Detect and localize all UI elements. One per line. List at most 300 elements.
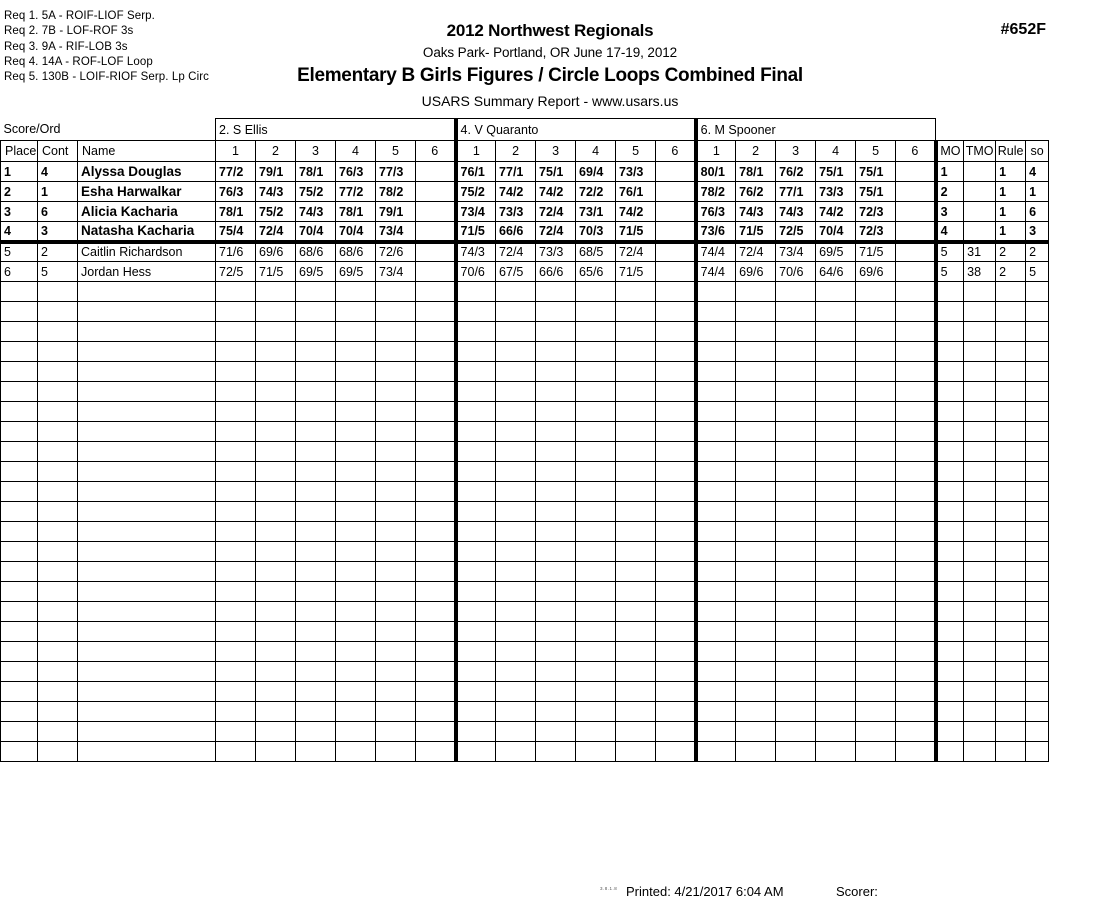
cell-empty (776, 302, 816, 322)
cell-empty (1, 642, 38, 662)
cell-score-judge-3-col-5: 72/3 (856, 202, 896, 222)
cell-empty (736, 602, 776, 622)
cell-empty (996, 482, 1026, 502)
cell-empty (1026, 742, 1049, 762)
cell-empty (936, 662, 964, 682)
cell-empty (336, 522, 376, 542)
table-row-empty (1, 582, 1049, 602)
cell-empty (1, 302, 38, 322)
column-header-judge-3-1: 1 (696, 141, 736, 162)
cell-empty (896, 682, 936, 702)
cell-score-judge-3-col-6 (896, 162, 936, 182)
cell-empty (1, 602, 38, 622)
cell-score-judge-2-col-5: 71/5 (616, 262, 656, 282)
cell-empty (216, 462, 256, 482)
cell-empty (696, 282, 736, 302)
cell-empty (696, 342, 736, 362)
cell-empty (936, 542, 964, 562)
cell-empty (816, 302, 856, 322)
cell-empty (1026, 322, 1049, 342)
column-header-judge-1-4: 4 (336, 141, 376, 162)
cell-empty (816, 662, 856, 682)
cell-empty (296, 682, 336, 702)
cell-empty (1026, 442, 1049, 462)
cell-empty (616, 702, 656, 722)
cell-empty (38, 682, 78, 702)
cell-empty (1026, 422, 1049, 442)
cell-empty (736, 642, 776, 662)
cell-empty (376, 562, 416, 582)
cell-tmo (964, 162, 996, 182)
cell-empty (736, 442, 776, 462)
cell-empty (456, 562, 496, 582)
cell-empty (896, 302, 936, 322)
cell-empty (776, 522, 816, 542)
cell-empty (936, 722, 964, 742)
cell-empty (736, 522, 776, 542)
cell-score-judge-1-col-5: 79/1 (376, 202, 416, 222)
cell-empty (696, 682, 736, 702)
cell-empty (496, 342, 536, 362)
cell-empty (1026, 362, 1049, 382)
cell-empty (996, 702, 1026, 722)
cell-empty (696, 302, 736, 322)
cell-empty (336, 602, 376, 622)
cell-empty (896, 562, 936, 582)
cell-empty (776, 442, 816, 462)
cell-empty (1026, 662, 1049, 682)
cell-empty (496, 662, 536, 682)
cell-empty (536, 602, 576, 622)
cell-empty (736, 422, 776, 442)
cell-empty (616, 622, 656, 642)
cell-empty (496, 702, 536, 722)
requirement-item: Req 2. 7B - LOF-ROF 3s (4, 25, 134, 38)
cell-empty (496, 362, 536, 382)
cell-empty (856, 302, 896, 322)
cell-empty (336, 422, 376, 442)
cell-empty (38, 622, 78, 642)
cell-empty (1026, 282, 1049, 302)
cell-empty (616, 282, 656, 302)
cell-empty (376, 322, 416, 342)
cell-empty (576, 402, 616, 422)
cell-empty (376, 382, 416, 402)
cell-score-judge-2-col-3: 72/4 (536, 222, 576, 242)
cell-empty (896, 482, 936, 502)
cell-empty (856, 522, 896, 542)
cell-empty (416, 722, 456, 742)
cell-empty (38, 722, 78, 742)
cell-empty (856, 562, 896, 582)
cell-empty (856, 422, 896, 442)
cell-empty (816, 562, 856, 582)
cell-score-judge-2-col-1: 73/4 (456, 202, 496, 222)
cell-empty (38, 662, 78, 682)
cell-empty (696, 362, 736, 382)
cell-skater-name: Esha Harwalkar (78, 182, 216, 202)
cell-empty (856, 662, 896, 682)
cell-score-judge-1-col-4: 69/5 (336, 262, 376, 282)
table-row-empty (1, 542, 1049, 562)
cell-empty (256, 522, 296, 542)
cell-empty (996, 642, 1026, 662)
cell-empty (936, 642, 964, 662)
cell-empty (416, 302, 456, 322)
cell-empty (576, 282, 616, 302)
cell-empty (656, 702, 696, 722)
cell-empty (216, 622, 256, 642)
cell-empty (78, 422, 216, 442)
cell-empty (256, 642, 296, 662)
cell-empty (996, 442, 1026, 462)
cell-empty (416, 482, 456, 502)
cell-empty (996, 402, 1026, 422)
cell-empty (296, 542, 336, 562)
cell-empty (856, 382, 896, 402)
cell-empty (38, 742, 78, 762)
cell-empty (996, 382, 1026, 402)
table-row-empty (1, 362, 1049, 382)
cell-empty (78, 502, 216, 522)
cell-empty (78, 442, 216, 462)
cell-empty (1, 322, 38, 342)
cell-empty (936, 582, 964, 602)
cell-score-judge-1-col-3: 69/5 (296, 262, 336, 282)
cell-empty (576, 542, 616, 562)
cell-empty (1, 702, 38, 722)
cell-score-judge-2-col-6 (656, 182, 696, 202)
cell-empty (256, 282, 296, 302)
table-row (1, 262, 1049, 282)
cell-score-judge-2-col-1: 71/5 (456, 222, 496, 242)
cell-empty (456, 602, 496, 622)
cell-score-judge-3-col-2: 71/5 (736, 222, 776, 242)
cell-score-judge-2-col-6 (656, 202, 696, 222)
cell-empty (416, 682, 456, 702)
cell-so: 3 (1026, 222, 1049, 242)
cell-cont: 6 (38, 202, 78, 222)
cell-empty (376, 502, 416, 522)
cell-empty (416, 502, 456, 522)
cell-empty (964, 322, 996, 342)
cell-empty (1, 522, 38, 542)
cell-empty (336, 682, 376, 702)
cell-empty (456, 582, 496, 602)
cell-empty (416, 582, 456, 602)
cell-empty (1026, 602, 1049, 622)
cell-empty (456, 322, 496, 342)
cell-empty (376, 622, 416, 642)
cell-score-judge-3-col-3: 76/2 (776, 162, 816, 182)
cell-empty (78, 722, 216, 742)
cell-empty (256, 362, 296, 382)
cell-empty (536, 422, 576, 442)
band-spacer (936, 119, 1049, 141)
cell-empty (696, 502, 736, 522)
cell-empty (896, 462, 936, 482)
table-row-empty (1, 402, 1049, 422)
cell-empty (456, 682, 496, 702)
cell-empty (936, 422, 964, 442)
cell-empty (696, 722, 736, 742)
cell-empty (816, 382, 856, 402)
cell-empty (856, 722, 896, 742)
column-header-row (1, 141, 1049, 162)
cell-empty (896, 362, 936, 382)
judge-band-label: 4. V Quaranto (456, 119, 696, 141)
cell-empty (78, 742, 216, 762)
cell-empty (536, 282, 576, 302)
cell-empty (296, 322, 336, 342)
cell-empty (416, 702, 456, 722)
cell-empty (856, 622, 896, 642)
cell-empty (736, 502, 776, 522)
cell-empty (456, 282, 496, 302)
cell-empty (616, 302, 656, 322)
cell-empty (376, 702, 416, 722)
cell-empty (536, 582, 576, 602)
cell-score-judge-3-col-3: 70/6 (776, 262, 816, 282)
cell-empty (776, 402, 816, 422)
cell-empty (1, 462, 38, 482)
cell-empty (996, 722, 1026, 742)
cell-empty (616, 542, 656, 562)
cell-skater-name: Natasha Kacharia (78, 222, 216, 242)
cell-empty (964, 442, 996, 462)
cell-empty (456, 742, 496, 762)
cell-empty (616, 402, 656, 422)
cell-score-judge-1-col-2: 74/3 (256, 182, 296, 202)
cell-score-judge-3-col-1: 74/4 (696, 262, 736, 282)
cell-empty (256, 742, 296, 762)
cell-empty (696, 602, 736, 622)
cell-empty (78, 682, 216, 702)
cell-empty (964, 702, 996, 722)
cell-empty (38, 462, 78, 482)
event-name: 2012 Northwest Regionals (446, 21, 654, 40)
cell-mo: 5 (936, 262, 964, 282)
cell-empty (536, 322, 576, 342)
cell-mo: 4 (936, 222, 964, 242)
cell-empty (856, 742, 896, 762)
cell-empty (896, 722, 936, 742)
cell-score-judge-3-col-2: 76/2 (736, 182, 776, 202)
cell-empty (416, 562, 456, 582)
cell-empty (964, 462, 996, 482)
cell-empty (416, 282, 456, 302)
table-row-empty (1, 342, 1049, 362)
cell-empty (256, 662, 296, 682)
column-header-so: so (1026, 141, 1049, 162)
cell-empty (296, 502, 336, 522)
cell-empty (336, 742, 376, 762)
cell-score-judge-3-col-6 (896, 202, 936, 222)
cell-score-judge-3-col-5: 71/5 (856, 242, 896, 262)
cell-empty (656, 622, 696, 642)
cell-score-judge-2-col-5: 71/5 (616, 222, 656, 242)
cell-empty (78, 362, 216, 382)
cell-empty (78, 342, 216, 362)
cell-score-judge-1-col-2: 79/1 (256, 162, 296, 182)
cell-empty (776, 282, 816, 302)
cell-empty (536, 662, 576, 682)
cell-empty (536, 722, 576, 742)
version-stamp: 3.8.1.8 (600, 886, 618, 891)
results-table (0, 118, 1049, 762)
cell-empty (696, 542, 736, 562)
judge-band-label: 2. S Ellis (216, 119, 456, 141)
cell-empty (816, 742, 856, 762)
cell-empty (416, 622, 456, 642)
judge-band-label: 6. M Spooner (696, 119, 936, 141)
cell-empty (456, 402, 496, 422)
cell-place: 5 (1, 242, 38, 262)
cell-empty (38, 382, 78, 402)
cell-empty (496, 422, 536, 442)
cell-empty (576, 602, 616, 622)
cell-empty (38, 702, 78, 722)
cell-score-judge-1-col-4: 78/1 (336, 202, 376, 222)
cell-empty (696, 422, 736, 442)
cell-empty (996, 622, 1026, 642)
cell-empty (736, 362, 776, 382)
cell-empty (496, 562, 536, 582)
cell-empty (456, 442, 496, 462)
column-header-place: Place (1, 141, 38, 162)
cell-cont: 2 (38, 242, 78, 262)
cell-score-judge-3-col-6 (896, 222, 936, 242)
cell-so: 4 (1026, 162, 1049, 182)
cell-empty (576, 342, 616, 362)
cell-empty (336, 342, 376, 362)
cell-empty (964, 282, 996, 302)
cell-empty (456, 522, 496, 542)
cell-empty (1, 662, 38, 682)
cell-empty (456, 702, 496, 722)
cell-score-judge-1-col-6 (416, 162, 456, 182)
cell-empty (736, 582, 776, 602)
cell-empty (576, 682, 616, 702)
cell-empty (656, 282, 696, 302)
cell-empty (78, 302, 216, 322)
cell-empty (576, 322, 616, 342)
cell-empty (376, 522, 416, 542)
cell-empty (78, 562, 216, 582)
cell-empty (496, 642, 536, 662)
cell-empty (996, 502, 1026, 522)
cell-empty (776, 482, 816, 502)
cell-empty (216, 542, 256, 562)
cell-empty (216, 402, 256, 422)
cell-empty (896, 282, 936, 302)
cell-empty (816, 342, 856, 362)
cell-empty (296, 622, 336, 642)
cell-empty (736, 702, 776, 722)
cell-empty (456, 462, 496, 482)
cell-empty (78, 282, 216, 302)
cell-empty (996, 542, 1026, 562)
cell-score-judge-1-col-5: 73/4 (376, 222, 416, 242)
cell-rule: 2 (996, 242, 1026, 262)
cell-empty (696, 702, 736, 722)
cell-empty (856, 542, 896, 562)
cell-empty (376, 442, 416, 462)
table-row-empty (1, 742, 1049, 762)
cell-empty (964, 482, 996, 502)
cell-score-judge-1-col-2: 69/6 (256, 242, 296, 262)
cell-score-judge-3-col-1: 78/2 (696, 182, 736, 202)
table-row-empty (1, 442, 1049, 462)
column-header-judge-1-6: 6 (416, 141, 456, 162)
cell-empty (496, 402, 536, 422)
cell-empty (856, 282, 896, 302)
cell-score-judge-2-col-2: 74/2 (496, 182, 536, 202)
cell-empty (776, 602, 816, 622)
cell-empty (616, 502, 656, 522)
cell-empty (776, 322, 816, 342)
cell-empty (576, 522, 616, 542)
cell-empty (696, 402, 736, 422)
cell-place: 4 (1, 222, 38, 242)
cell-empty (296, 402, 336, 422)
cell-empty (856, 362, 896, 382)
column-header-judge-3-5: 5 (856, 141, 896, 162)
cell-score-judge-1-col-5: 77/3 (376, 162, 416, 182)
cell-empty (336, 542, 376, 562)
table-row-empty (1, 302, 1049, 322)
cell-empty (536, 482, 576, 502)
cell-empty (736, 662, 776, 682)
cell-score-judge-3-col-3: 72/5 (776, 222, 816, 242)
cell-empty (996, 342, 1026, 362)
column-header-judge-1-3: 3 (296, 141, 336, 162)
table-row-empty (1, 722, 1049, 742)
cell-empty (656, 462, 696, 482)
cell-score-judge-2-col-3: 73/3 (536, 242, 576, 262)
cell-empty (656, 742, 696, 762)
cell-empty (696, 322, 736, 342)
cell-cont: 1 (38, 182, 78, 202)
cell-empty (896, 502, 936, 522)
cell-empty (616, 382, 656, 402)
table-row-empty (1, 462, 1049, 482)
cell-empty (964, 582, 996, 602)
cell-score-judge-3-col-1: 74/4 (696, 242, 736, 262)
cell-empty (216, 722, 256, 742)
cell-empty (456, 482, 496, 502)
cell-empty (1026, 302, 1049, 322)
cell-score-judge-2-col-6 (656, 162, 696, 182)
table-row-empty (1, 622, 1049, 642)
cell-empty (496, 722, 536, 742)
cell-empty (376, 602, 416, 622)
cell-empty (296, 382, 336, 402)
cell-score-judge-3-col-5: 75/1 (856, 182, 896, 202)
cell-empty (296, 342, 336, 362)
cell-empty (456, 382, 496, 402)
cell-empty (456, 662, 496, 682)
cell-empty (736, 402, 776, 422)
cell-empty (816, 682, 856, 702)
cell-empty (216, 582, 256, 602)
column-header-tmo: TMO (964, 141, 996, 162)
cell-score-judge-2-col-4: 69/4 (576, 162, 616, 182)
cell-empty (536, 442, 576, 462)
cell-empty (256, 382, 296, 402)
cell-empty (296, 442, 336, 462)
cell-empty (416, 462, 456, 482)
